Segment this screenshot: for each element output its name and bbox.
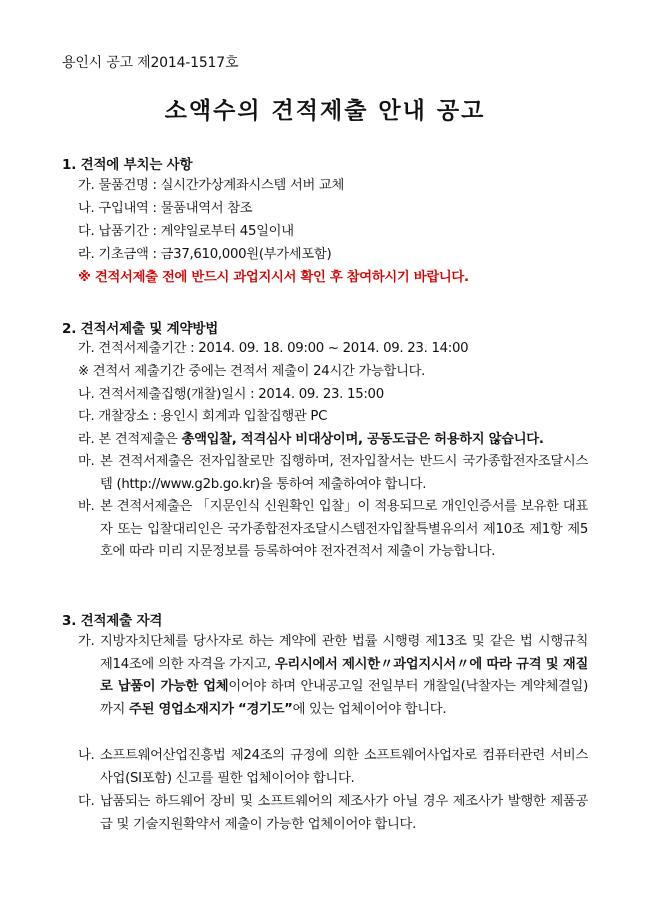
section1-item-da: 다. 납품기간 : 계약일로부터 45일이내	[78, 224, 294, 239]
section2-heading: 2. 견적서제출 및 계약방법	[62, 321, 219, 337]
section2-item-ma-text: 본 견적서제출은 전자입찰로만 집행하며, 전자입찰서는 반드시 국가종합전자조달시스템 (http://www.g2b.go.kr)을 통하여 제출하여야 합니다.	[100, 454, 588, 492]
section2-item-ga: 가. 견적서제출기간 : 2014. 09. 18. 09:00 ~ 2014. 09. 23. 14:00	[78, 341, 469, 356]
section3-item-ga-part1: 지방자치단체를 당사자로 하는 계약에 관한 법률 시행령 제13조 및 같은 법 시행규칙 제14조에 의한 자격을 가지고,	[100, 634, 588, 672]
section3-item-ga-marker: 가.	[78, 634, 95, 649]
section3-item-ga	[78, 631, 588, 721]
section2-item-ra	[78, 429, 588, 451]
section2-item-ba-text: 본 견적서제출은 「지문인식 신원확인 입찰」이 적용되므로 개인인증서를 보유한 대표자 또는 입찰대리인은 국가종합전자조달시스템전자입찰특별유의서 제10조 제1항 제5호에 따라 미리 지문정보를 등록하여야 전자견적서 제출이 가능합니다.	[100, 499, 588, 559]
section3-item-da-marker: 다.	[78, 794, 95, 809]
section3-item-na	[78, 745, 588, 790]
section1-heading: 1. 견적에 부치는 사항	[62, 157, 193, 173]
section3-item-ga-bold2: 주된 영업소재지가 “경기도”	[129, 701, 293, 717]
section2-item-ra-prefix: 라. 본 견적제출은	[78, 432, 182, 447]
section2-item-ba-marker: 바.	[78, 499, 95, 514]
section3-item-ga-part3: 에 있는 업체이어야 합니다.	[292, 701, 447, 717]
page-title: 소액수의 견적제출 안내 공고	[164, 98, 486, 124]
notice-number: 용인시 공고 제2014-1517호	[62, 55, 239, 71]
section2-note: ※ 견적서 제출기간 중에는 견적서 제출이 24시간 가능합니다.	[78, 364, 426, 379]
section3-item-ga-bold1: 우리시에서 제시한〃과업지시서〃에 따라 규격 및 재질로 납품이 가능한 업체	[100, 656, 588, 694]
section3-item-na-marker: 나.	[78, 748, 95, 763]
section2-item-da: 다. 개찰장소 : 용인시 회계과 입찰집행관 PC	[78, 409, 328, 424]
section3-heading: 3. 견적제출 자격	[62, 613, 163, 629]
section3-item-da	[78, 791, 588, 836]
section2-item-ra-bold: 총액입찰, 적격심사 비대상이며, 공동도급은 허용하지 않습니다.	[181, 432, 544, 447]
section3-item-da-text: 납품되는 하드웨어 장비 및 소프트웨어의 제조사가 아닐 경우 제조사가 발행한 제품공급 및 기술지원확약서 제출이 가능한 업체이어야 합니다.	[100, 794, 588, 832]
section3-item-ga-body	[100, 631, 588, 721]
section2-item-na: 나. 견적서제출집행(개찰)일시 : 2014. 09. 23. 15:00	[78, 387, 384, 402]
section3-item-na-text: 소프트웨어산업진흥법 제24조의 규정에 의한 소프트웨어사업자로 컴퓨터관련 서비스사업(SI포함) 신고를 필한 업체이어야 합니다.	[100, 748, 588, 786]
section2-item-ma	[78, 451, 588, 496]
section2-item-ma-marker: 마.	[78, 454, 95, 469]
section3-item-ga-part2: 이어야 하며 안내공고일 전일부터 개찰일(낙찰자는 계약체결일)까지	[100, 679, 588, 717]
section1-item-ra: 라. 기초금액 : 금37,610,000원(부가세포함)	[78, 247, 332, 262]
section1-item-na: 나. 구입내역 : 물품내역서 참조	[78, 201, 253, 216]
section2-item-ba	[78, 496, 588, 564]
section1-item-ga: 가. 물품건명 : 실시간가상계좌시스템 서버 교체	[78, 178, 345, 193]
section1-warning: ※ 견적서제출 전에 반드시 과업지시서 확인 후 참여하시기 바랍니다.	[78, 270, 469, 285]
